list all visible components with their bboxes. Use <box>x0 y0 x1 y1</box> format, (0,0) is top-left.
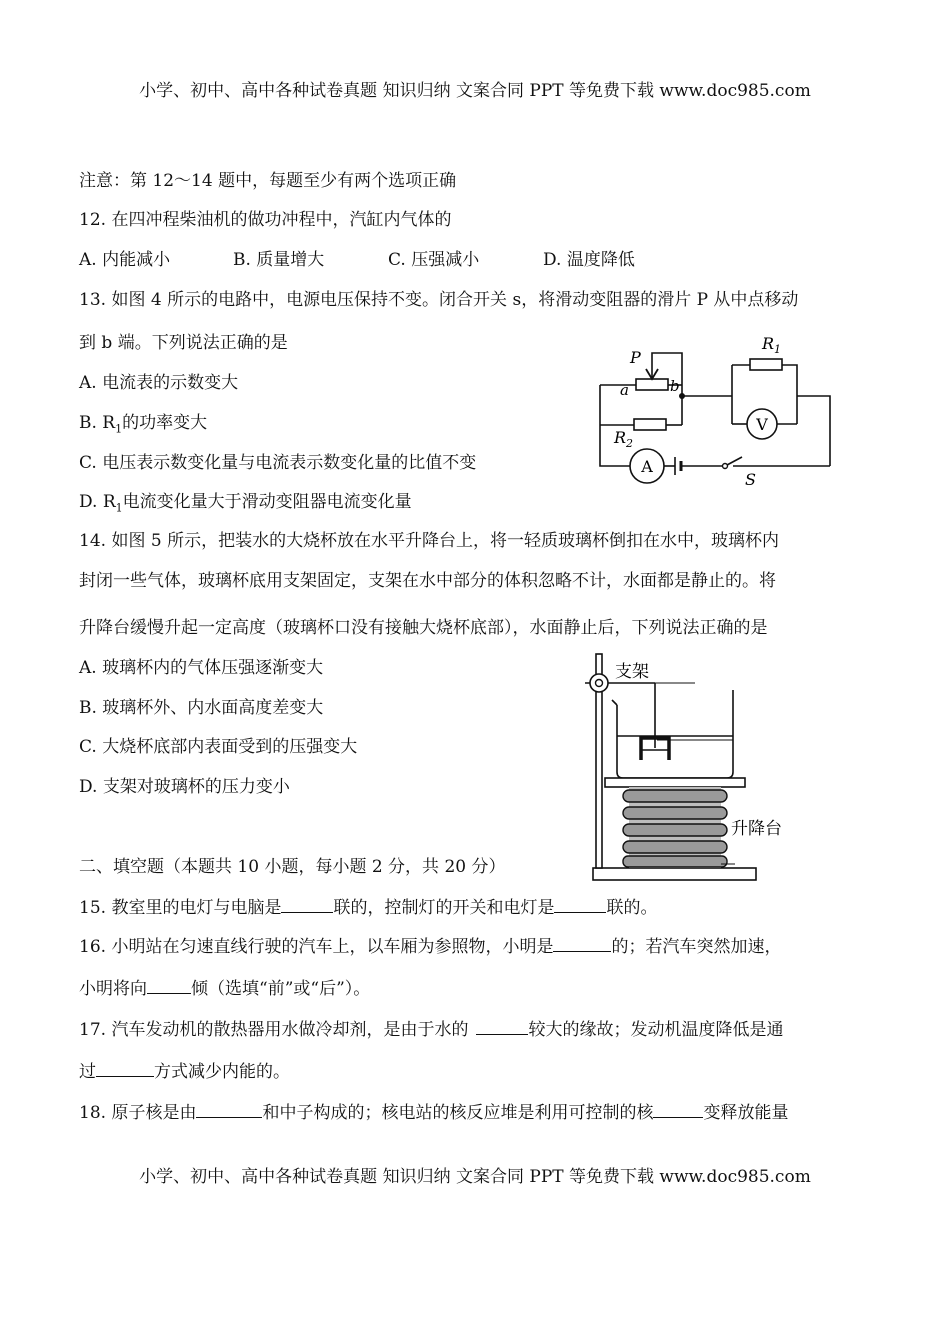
q15-blank-1[interactable] <box>281 896 333 913</box>
q17-blank-2[interactable] <box>96 1060 154 1077</box>
q18-blank-2[interactable] <box>653 1101 703 1118</box>
q12-option-b: B. 质量增大 <box>233 250 325 270</box>
page-footer: 小学、初中、高中各种试卷真题 知识归纳 文案合同 PPT 等免费下载 www.doc985.com <box>139 1167 811 1187</box>
q17-line-2: 过 方式减少内能的。 <box>79 1062 290 1082</box>
beaker-lift-diagram <box>585 650 805 885</box>
svg-text:a: a <box>620 381 629 399</box>
svg-text:P: P <box>630 348 641 367</box>
q12-option-c: C. 压强减小 <box>388 250 480 270</box>
q16-blank-2[interactable] <box>147 977 191 994</box>
page-header: 小学、初中、高中各种试卷真题 知识归纳 文案合同 PPT 等免费下载 www.doc985.com <box>139 81 811 101</box>
section-2-title: 二、填空题（本题共 10 小题，每小题 2 分，共 20 分） <box>79 857 506 877</box>
q12-option-d: D. 温度降低 <box>543 250 635 270</box>
q14-option-c: C. 大烧杯底部内表面受到的压强变大 <box>79 737 358 757</box>
q16-line-2: 小明将向 倾（选填“前”或“后”）。 <box>79 979 371 999</box>
q13-option-c: C. 电压表示数变化量与电流表示数变化量的比值不变 <box>79 453 477 473</box>
q17-blank-1[interactable] <box>476 1018 528 1035</box>
svg-text:支架: 支架 <box>615 662 649 682</box>
svg-text:R1: $R_1$ <box>762 335 782 356</box>
q13-option-d: D. $R_1$电流变化量大于滑动变阻器电流变化量 <box>79 492 412 515</box>
lift-spring <box>623 787 735 868</box>
svg-text:b: b <box>670 377 680 395</box>
q15: 15. 教室里的电灯与电脑是 联的，控制灯的开关和电灯是 联的。 <box>79 898 658 918</box>
switch-icon <box>727 457 742 465</box>
q14-stem-3: 升降台缓慢升起一定高度（玻璃杯口没有接触大烧杯底部），水面静止后，下列说法正确的是 <box>79 618 768 638</box>
q18-blank-1[interactable] <box>196 1101 262 1118</box>
q13-option-a: A. 电流表的示数变大 <box>79 373 239 393</box>
svg-text:S: S <box>745 470 756 489</box>
q12-option-a: A. 内能减小 <box>79 250 171 270</box>
q14-option-d: D. 支架对玻璃杯的压力变小 <box>79 777 290 797</box>
q12-stem: 12. 在四冲程柴油机的做功冲程中，汽缸内气体的 <box>79 210 452 230</box>
svg-text:V: V <box>756 415 768 434</box>
q14-stem-1: 14. 如图 5 所示，把装水的大烧杯放在水平升降台上，将一轻质玻璃杯倒扣在水中，玻璃杯内 <box>79 531 780 551</box>
svg-text:升降台: 升降台 <box>731 819 782 839</box>
q13-option-b: B. $R_1$的功率变大 <box>79 413 208 436</box>
q16-line-1: 16. 小明站在匀速直线行驶的汽车上，以车厢为参照物，小明是 的；若汽车突然加速， <box>79 937 782 957</box>
q12-options <box>79 249 635 271</box>
svg-text:R2: $R_2$ <box>614 428 634 450</box>
q18: 18. 原子核是由 和中子构成的；核电站的核反应堆是利用可控制的核 变释放能量 <box>79 1103 789 1123</box>
q14-option-a: A. 玻璃杯内的气体压强逐渐变大 <box>79 658 324 678</box>
q14-stem-2: 封闭一些气体，玻璃杯底用支架固定，支架在水中部分的体积忽略不计，水面都是静止的。将 <box>79 571 776 591</box>
q13-stem-2: 到 b 端。下列说法正确的是 <box>79 333 288 353</box>
q13-stem-1: 13. 如图 4 所示的电路中，电源电压保持不变。闭合开关 s，将滑动变阻器的滑片 P 从中点移动 <box>79 290 799 310</box>
resistor-r1 <box>750 359 782 370</box>
note-line: 注意：第 12～14 题中，每题至少有两个选项正确 <box>79 171 457 191</box>
q15-blank-2[interactable] <box>554 896 606 913</box>
q14-option-b: B. 玻璃杯外、内水面高度差变大 <box>79 698 324 718</box>
q17-line-1: 17. 汽车发动机的散热器用水做冷却剂，是由于水的 较大的缘故；发动机温度降低是通 <box>79 1020 784 1040</box>
circuit-diagram <box>590 335 840 495</box>
q16-blank-1[interactable] <box>553 935 611 952</box>
svg-text:A: A <box>641 457 653 476</box>
resistor-r2 <box>634 419 666 430</box>
